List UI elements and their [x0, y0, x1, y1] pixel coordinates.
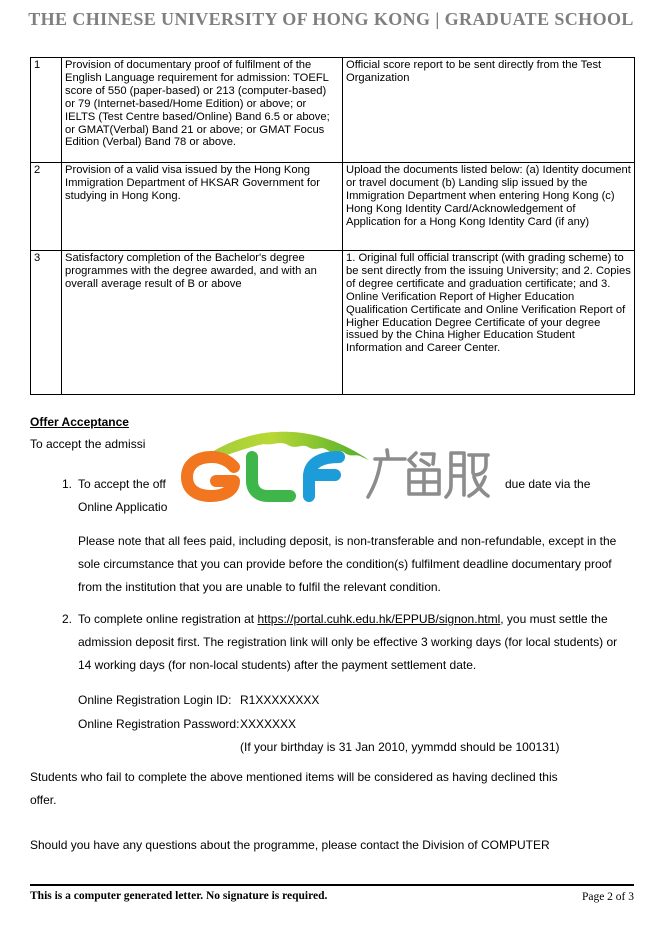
page-title: THE CHINESE UNIVERSITY OF HONG KONG | GRADUATE SCHOOL: [28, 9, 634, 29]
requirement-cell: Upload the documents listed below: (a) Identity document or travel document (b) Landing slip issued by the Immigration Department when entering Hong Kong (c) Hong Kong Identity Card/Acknowledgement of Application for a Hong Kong Identity Card (if any): [343, 163, 635, 251]
requirement-cell: Official score report to be sent directly from the Test Organization: [343, 58, 635, 163]
letter-l-icon: [252, 457, 290, 496]
login-id-label: Online Registration Login ID:: [78, 693, 232, 707]
row-number-cell: 1: [31, 58, 62, 163]
list-item-2-number: 2.: [62, 612, 73, 626]
login-id-value: R1XXXXXXXX: [240, 693, 320, 707]
conditions-table: [30, 57, 635, 395]
cjk-guang-icon: [368, 450, 405, 497]
password-hint: (If your birthday is 31 Jan 2010, yymmdd should be 100131): [240, 740, 560, 754]
item2-text-after-link: , you must settle the admission deposit first. The registration link will only be effective 3 working days (for local students) or 14 working days (for non-local students) after the payment settlement date.: [78, 612, 618, 672]
deposit-note-paragraph: Please note that all fees paid, including deposit, is non-transferable and non-refundable, except in the sole circumstance that you can provide before the condition(s) fulfilment deadline documentary proof from the institution that you are unable to fulfil the relevant condition.: [78, 534, 617, 594]
footer-divider: [30, 884, 634, 886]
page-number: Page 2 of 3: [581, 891, 634, 903]
offer-acceptance-heading: Offer Acceptance: [30, 415, 129, 429]
row-number-cell: 2: [31, 163, 62, 251]
registration-link[interactable]: https://portal.cuhk.edu.hk/EPPUB/signon.html: [257, 612, 501, 626]
cjk-fu-icon: [446, 453, 488, 497]
table-row: [31, 58, 635, 163]
glf-watermark-logo: [172, 424, 497, 516]
item1-fragment-left: To accept the off: [78, 477, 166, 491]
item1-fragment-line2: Online Applicatio: [78, 500, 168, 514]
list-item-1-number: 1.: [62, 477, 73, 491]
password-label: Online Registration Password:: [78, 717, 240, 731]
condition-cell: Satisfactory completion of the Bachelor's degree programmes with the degree awarded, and with an overall average result of B or above: [62, 251, 343, 395]
letter-f-icon: [309, 457, 339, 496]
offer-intro-fragment: To accept the admissi: [30, 437, 146, 451]
item2-paragraph: [78, 608, 626, 677]
requirement-cell: 1. Original full official transcript (with grading scheme) to be sent directly from the issuing University; and 2. Copies of degree certificate and graduation certificate; and 3. Online Verification Report of Higher Education Qualification Certificate and Online Verification Report of Higher Education Degree Certificate of your degree issued by the China Higher Education Student Information and Career Center.: [343, 251, 635, 395]
row-number-cell: 3: [31, 251, 62, 395]
condition-cell: Provision of documentary proof of fulfilment of the English Language requirement for admission: TOEFL score of 550 (paper-based) or 213 (computer-based) or 79 (Internet-based/Home Edition) or above; or IELTS (Test Centre based/Online) Band 6.5 or above; or GMAT(Verbal) Band 21 or above; or GMAT Focus Edition (Verbal) Band 78 or above.: [62, 58, 343, 163]
condition-cell: Provision of a valid visa issued by the Hong Kong Immigration Department of HKSAR Government for studying in Hong Kong.: [62, 163, 343, 251]
contact-note-fragment: Should you have any questions about the programme, please contact the Division of COMPUTER: [30, 838, 550, 852]
cjk-liu-icon: [409, 453, 439, 494]
declined-note-paragraph: Students who fail to complete the above mentioned items will be considered as having declined this offer.: [30, 770, 558, 807]
table-row: [31, 251, 635, 395]
item2-text-before-link: To complete online registration at: [78, 612, 258, 626]
glf-logo-graphic: [172, 424, 497, 516]
table-row: [31, 163, 635, 251]
footer-note: This is a computer generated letter. No signature is required.: [30, 890, 328, 902]
password-value: XXXXXXX: [240, 717, 297, 731]
letter-g-icon: [187, 457, 234, 496]
item1-fragment-right: due date via the: [505, 477, 591, 491]
